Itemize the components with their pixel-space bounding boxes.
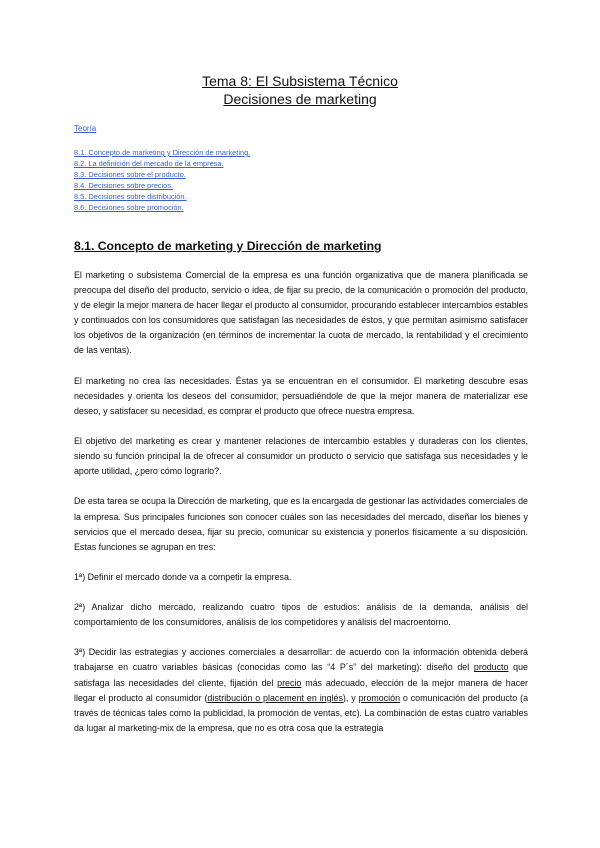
paragraph-7 <box>74 645 528 736</box>
p7-text-a: 3ª) Decidir las estrategias y acciones comerciales a desarrollar: de acuerdo con la información obtenida deberá trabajarse en cuatro variables básicas (conocidas como las “4 P´s” del marketing): diseño del <box>74 647 528 673</box>
title-line-1: Tema 8: El Subsistema Técnico <box>202 73 398 89</box>
p7-text-d: ), y <box>342 692 359 703</box>
p7-text-e: o comunicación del producto (a través de técnicas tales como la publicidad, la promoción de ventas, etc). La combinación de estas cuatro variables da lugar al marketing-mix de la empresa, que no es otra cosa que la estrategia <box>74 692 528 733</box>
toc-link-8-6[interactable]: 8.6. Decisiones sobre promoción. <box>74 203 184 213</box>
teoria-link[interactable]: Teoría <box>74 124 97 133</box>
paragraph-3: El objetivo del marketing es crear y mantener relaciones de intercambio estables y duraderas con los clientes, siendo su función principal la de ofrecer al consumidor un producto o servicio que satisfaga sus necesidades y le aporte utilidad, ¿pero cómo lograrlo?. <box>74 436 528 477</box>
paragraph-1: El marketing o subsistema Comercial de la empresa es una función organizativa que de manera planificada se preocupa del diseño del producto, servicio o idea, de fijar su precio, de la comunicación o promoción del producto, y de elegir la mejor manera de hacer llegar el producto al consumidor, procurando establecer intercambios estables y continuados con los consumidores que satisfagan las necesidades de éstos, y que permitan asimismo satisfacer los objetivos de la organización (en términos de incrementar la cuota de mercado, la rentabilidad y el crecimiento de las ventas). <box>74 270 528 356</box>
paragraph-4: De esta tarea se ocupa la Dirección de marketing, que es la encargada de gestionar las actividades comerciales de la empresa. Sus principales funciones son conocer cuáles son las necesidades del mercado, diseñar los bienes y servicios que el mercado desea, fijar su precio, comunicar su existencia y ponerlos físicamente a su disposición. Estas funciones se agrupan en tres: <box>74 496 528 552</box>
distribucion-term: distribución o placement en inglés <box>207 692 343 703</box>
toc-link-8-2[interactable]: 8.2. La definición del mercado de la empresa. <box>74 159 224 169</box>
paragraph-5: 1ª) Definir el mercado donde va a competir la empresa. <box>74 571 292 582</box>
toc-link-8-4[interactable]: 8.4. Decisiones sobre precios. <box>74 181 174 191</box>
p7-text-b: que satisfaga las necesidades del cliente, fijación del <box>74 662 528 688</box>
toc-link-8-3[interactable]: 8.3. Decisiones sobre el producto. <box>74 170 186 180</box>
paragraph-2: El marketing no crea las necesidades. Éstas ya se encuentran en el consumidor. El marketing descubre esas necesidades y orienta los deseos del consumidor, persuadiéndole de que la mejor manera de materializar ese deseo, y satisfacer su necesidad, es comprar el producto que ofrece nuestra empresa. <box>74 375 528 416</box>
table-of-contents <box>74 147 250 214</box>
section-body <box>74 268 528 751</box>
paragraph-6: 2ª) Analizar dicho mercado, realizando cuatro tipos de estudios: análisis de la demanda, análisis del comportamiento de los consumidores, análisis de los competidores y análisis del macroentorno. <box>74 602 528 628</box>
section-heading: 8.1. Concepto de marketing y Dirección de marketing <box>74 239 382 253</box>
promocion-term: promoción <box>358 692 400 703</box>
toc-link-8-5[interactable]: 8.5. Decisiones sobre distribución. <box>74 192 187 202</box>
p7-text-c: más adecuado, elección de la mejor manera de hacer llegar el producto al consumidor ( <box>74 677 528 703</box>
toc-link-8-1[interactable]: 8.1. Concepto de marketing y Dirección de marketing. <box>74 148 251 157</box>
page-title <box>0 72 600 108</box>
producto-term: producto <box>473 662 509 673</box>
precio-term: precio <box>277 677 302 688</box>
title-line-2: Decisiones de marketing <box>223 91 377 107</box>
